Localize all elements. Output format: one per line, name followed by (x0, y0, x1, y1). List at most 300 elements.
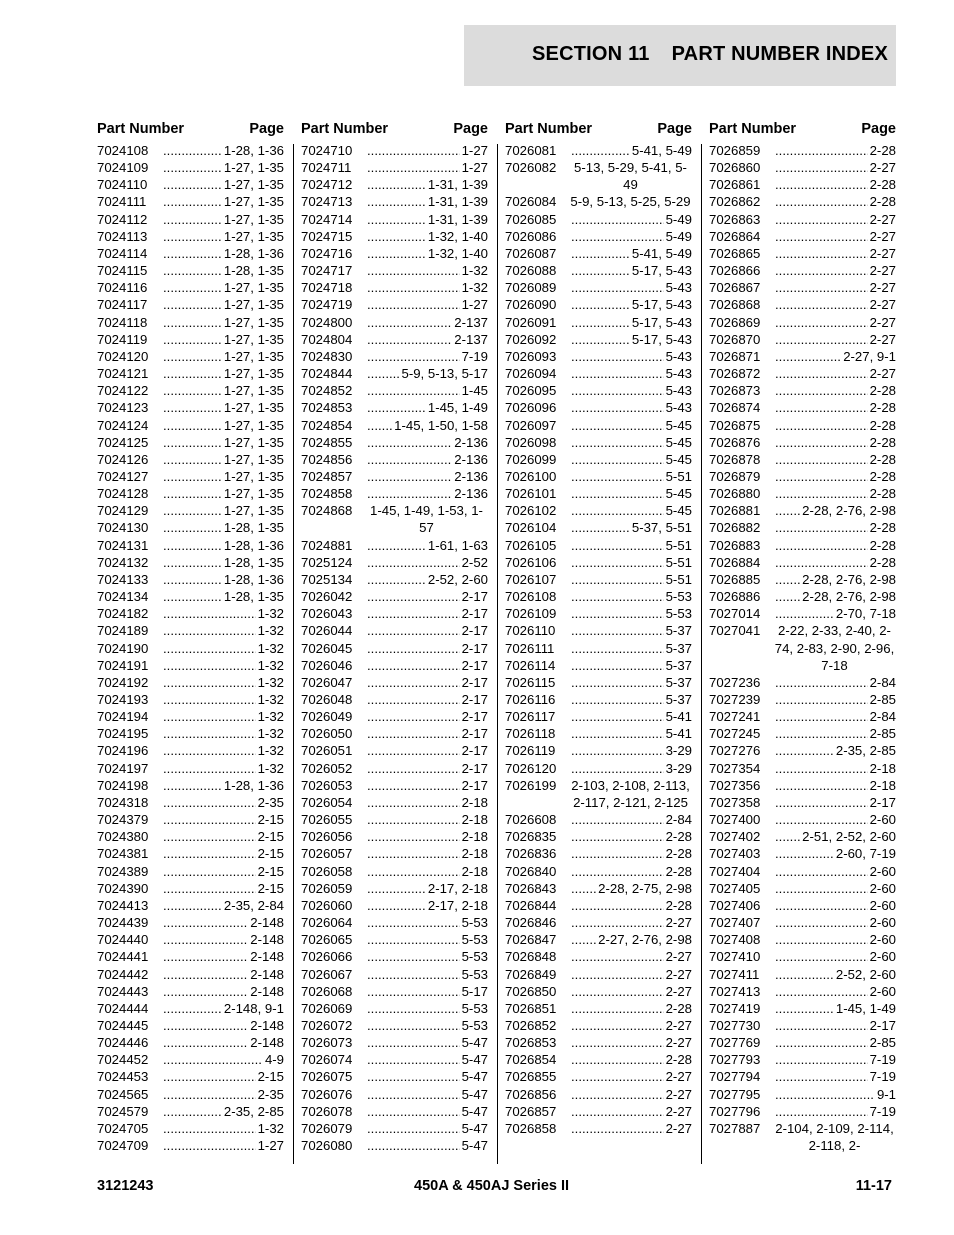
page-reference (161, 399, 284, 416)
page-reference (569, 382, 692, 399)
index-row (97, 245, 284, 262)
index-row (97, 742, 284, 759)
part-number: 7027796 (709, 1103, 761, 1119)
page-reference (569, 399, 692, 416)
index-row (301, 468, 488, 485)
index-row (505, 519, 692, 536)
page-reference (773, 296, 896, 313)
page-reference-text: 2-136 (454, 486, 488, 502)
page-reference (365, 417, 488, 434)
page-reference (161, 262, 284, 279)
part-number: 7026108 (505, 589, 557, 605)
index-row (505, 691, 692, 708)
index-row (97, 845, 284, 862)
page-reference (161, 931, 284, 948)
page-reference-text: 5-53 (461, 1000, 488, 1016)
index-row (709, 1034, 896, 1051)
page-reference-text: 1-32 (257, 743, 284, 759)
index-row (301, 382, 488, 399)
page-reference-text: 1-27, 1-35 (223, 314, 284, 330)
page-reference-text: 2-18 (461, 794, 488, 810)
index-row (97, 1120, 284, 1137)
page-reference-text: 5-17, 5-43 (631, 263, 692, 279)
part-number: 7026102 (505, 503, 557, 519)
index-row (301, 228, 488, 245)
page-reference (365, 605, 488, 622)
page-reference-text: 1-32 (257, 1120, 284, 1136)
page-reference-text: 1-32 (257, 674, 284, 690)
page-reference-text: 2-27 (869, 314, 896, 330)
page-reference-text: 1-31, 1-39 (427, 211, 488, 227)
part-number: 7024445 (97, 1017, 149, 1033)
page-reference (773, 519, 896, 536)
page-reference (773, 159, 896, 176)
part-number: 7024711 (301, 160, 352, 176)
page-reference (365, 588, 488, 605)
index-row (505, 468, 692, 485)
index-row (97, 468, 284, 485)
index-row (709, 948, 896, 965)
part-number: 7027356 (709, 777, 761, 793)
column-divider (497, 144, 498, 1164)
page-reference-text: 2-28 (869, 468, 896, 484)
page-reference-text: 2-28 (869, 537, 896, 553)
page-reference (569, 674, 692, 691)
page-reference (161, 674, 284, 691)
page-reference-text: 2-17 (461, 589, 488, 605)
page-reference (161, 811, 284, 828)
index-row (301, 983, 488, 1000)
index-row (709, 537, 896, 554)
part-number: 7026855 (505, 1069, 557, 1085)
page-reference-text: 2-84 (869, 674, 896, 690)
page-reference-text: 2-27 (869, 228, 896, 244)
page-reference-text: 2-15 (257, 1069, 284, 1085)
page-reference (365, 1000, 488, 1017)
index-row (301, 725, 488, 742)
page-reference (773, 434, 896, 451)
index-row (505, 417, 692, 434)
part-number: 7027239 (709, 692, 761, 707)
part-number: 7026853 (505, 1035, 557, 1051)
page-reference (773, 966, 896, 983)
part-number: 7026054 (301, 794, 353, 810)
part-number: 7026056 (301, 829, 353, 845)
page-reference-text: 2-60 (869, 915, 896, 931)
index-row (97, 519, 284, 536)
part-number: 7026199 (505, 777, 557, 793)
page-reference-text: 5-43 (665, 348, 692, 364)
part-number: 7026865 (709, 245, 761, 261)
part-number: 7026111 (505, 640, 555, 656)
part-number: 7026080 (301, 1138, 353, 1154)
part-number-heading: Part Number (301, 121, 389, 137)
part-number: 7024112 (97, 211, 148, 227)
page-reference (161, 159, 284, 176)
page-reference-text: 1-32 (461, 263, 488, 279)
part-number: 7024123 (97, 400, 149, 416)
part-number: 7026065 (301, 932, 353, 948)
part-number: 7026118 (505, 726, 556, 742)
page-reference (161, 588, 284, 605)
index-row (709, 811, 896, 828)
part-number: 7027411 (709, 966, 760, 982)
page-reference-text: 2-22, 2-33, 2-40, 2-74, 2-83, 2-90, 2-96, 7-18 (774, 623, 895, 673)
index-row (301, 142, 488, 159)
part-number: 7026078 (301, 1103, 353, 1119)
page-reference-text: 5-47 (461, 1138, 488, 1154)
page-reference (569, 966, 692, 983)
page-reference (569, 519, 692, 536)
part-number: 7026098 (505, 434, 557, 450)
page-reference-text: 2-28 (869, 486, 896, 502)
page-reference (569, 142, 692, 159)
index-row (97, 1137, 284, 1154)
index-row (505, 657, 692, 674)
part-number-heading: Part Number (97, 121, 185, 137)
part-number: 7027402 (709, 829, 761, 845)
index-row (301, 966, 488, 983)
part-number: 7024195 (97, 726, 149, 742)
page-reference (365, 159, 488, 176)
part-number: 7026872 (709, 366, 761, 382)
index-row (97, 262, 284, 279)
part-number: 7026094 (505, 366, 557, 382)
page-reference-text: 2-84 (665, 812, 692, 828)
page-reference-text: 2-35, 2-85 (835, 743, 896, 759)
page-reference-text: 2-17 (461, 760, 488, 776)
index-row (97, 502, 284, 519)
part-number: 7026052 (301, 760, 353, 776)
part-number-heading: Part Number (505, 121, 593, 137)
part-number: 7024129 (97, 503, 149, 519)
part-number: 7026076 (301, 1086, 353, 1102)
page-reference (161, 451, 284, 468)
part-number: 7026092 (505, 331, 557, 347)
page-reference (569, 880, 692, 897)
page-reference (161, 605, 284, 622)
index-row (301, 605, 488, 622)
page-reference (773, 828, 896, 845)
index-row (709, 1120, 896, 1154)
page-reference (569, 691, 692, 708)
page-reference-text: 2-60 (869, 880, 896, 896)
part-number: 7026066 (301, 949, 353, 965)
page-reference (773, 331, 896, 348)
page-reference-text: 2-27 (869, 245, 896, 261)
part-number: 7024117 (97, 297, 148, 313)
index-row (709, 588, 896, 605)
page-reference (569, 348, 692, 365)
part-number: 7024125 (97, 434, 149, 450)
index-row (709, 863, 896, 880)
index-row (709, 348, 896, 365)
part-number: 7026871 (709, 348, 761, 364)
page-reference (773, 725, 896, 742)
index-row (505, 193, 692, 210)
index-row (505, 348, 692, 365)
index-row (97, 1000, 284, 1017)
index-row (301, 1103, 488, 1120)
page-reference-text: 2-148 (250, 966, 284, 982)
page-reference (161, 914, 284, 931)
page-reference-text: 2-103, 2-108, 2-113, 2-117, 2-121, 2-125 (571, 777, 690, 810)
index-row (97, 279, 284, 296)
page-reference (161, 966, 284, 983)
index-row (301, 777, 488, 794)
part-number: 7024713 (301, 194, 353, 210)
page-reference-text: 1-27, 1-35 (223, 434, 284, 450)
index-row (709, 794, 896, 811)
page-reference (569, 571, 692, 588)
part-number: 7026851 (505, 1000, 557, 1016)
index-row (301, 1137, 488, 1154)
page-reference (365, 348, 488, 365)
page-reference-text: 2-28 (665, 1052, 692, 1068)
page-reference (773, 314, 896, 331)
section-title: SECTION 11 PART NUMBER INDEX (532, 43, 888, 65)
page-reference-text: 1-27, 1-35 (223, 348, 284, 364)
page-reference-text: 2-60 (869, 983, 896, 999)
part-number: 7026117 (505, 709, 556, 725)
page-number: 11-17 (855, 1178, 892, 1194)
page-reference-text: 2-27 (869, 263, 896, 279)
index-row (709, 279, 896, 296)
index-row (505, 1051, 692, 1068)
index-row (301, 948, 488, 965)
page-reference-text: 5-47 (461, 1103, 488, 1119)
part-number: 7027400 (709, 812, 761, 828)
part-number: 7026099 (505, 451, 557, 467)
index-row (97, 176, 284, 193)
page-reference-text: 2-28 (665, 846, 692, 862)
part-number: 7024193 (97, 692, 149, 707)
part-number: 7026115 (505, 674, 556, 690)
index-row (301, 554, 488, 571)
part-number: 7026079 (301, 1120, 353, 1136)
page-reference-text: 2-104, 2-109, 2-114, 2-118, 2- (775, 1120, 894, 1154)
part-number: 7025134 (301, 571, 353, 587)
part-number: 7024852 (301, 383, 353, 399)
index-row (301, 176, 488, 193)
index-row (97, 880, 284, 897)
index-row (301, 485, 488, 502)
part-number: 7026097 (505, 417, 557, 433)
index-row (301, 897, 488, 914)
part-number: 7024381 (97, 846, 149, 862)
page-reference-text: 1-27 (257, 1138, 284, 1154)
part-number: 7024710 (301, 143, 353, 158)
page-reference (161, 657, 284, 674)
index-row (301, 399, 488, 416)
page-reference-text: 5-37 (665, 674, 692, 690)
page-reference-text: 1-31, 1-39 (427, 194, 488, 210)
page-reference-text: 1-27, 1-35 (223, 503, 284, 519)
index-row (97, 691, 284, 708)
page-reference-text: 5-17 (461, 983, 488, 999)
page-reference-text: 2-17 (869, 794, 896, 810)
part-number: 7024804 (301, 331, 353, 347)
index-row (709, 296, 896, 313)
page-reference (569, 485, 692, 502)
index-row (97, 485, 284, 502)
part-number: 7026053 (301, 777, 353, 793)
page-heading: Page (249, 121, 284, 137)
page-reference-text: 1-27, 1-35 (223, 160, 284, 176)
part-number: 7026869 (709, 314, 761, 330)
part-number: 7024119 (97, 331, 148, 347)
part-number: 7026059 (301, 880, 353, 896)
page-reference (773, 142, 896, 159)
page-reference-text: 2-136 (454, 451, 488, 467)
part-number-heading: Part Number (709, 121, 797, 137)
index-row (97, 828, 284, 845)
part-number: 7026057 (301, 846, 353, 862)
index-row (301, 863, 488, 880)
page-reference (569, 296, 692, 313)
index-row (301, 588, 488, 605)
page-reference-text: 2-60 (869, 932, 896, 948)
page-reference-text: 5-17, 5-43 (631, 331, 692, 347)
page-reference (365, 828, 488, 845)
part-number: 7027276 (709, 743, 761, 759)
page-reference-text: 1-27, 1-35 (223, 297, 284, 313)
page-reference (773, 760, 896, 777)
page-reference (161, 1086, 284, 1103)
part-number: 7024441 (97, 949, 149, 965)
page-reference (365, 331, 488, 348)
page-reference (773, 605, 896, 622)
index-row (505, 279, 692, 296)
index-row (505, 674, 692, 691)
part-number: 7024379 (97, 812, 149, 828)
part-number: 7026886 (709, 589, 761, 605)
part-number: 7026064 (301, 915, 353, 931)
page-reference (161, 571, 284, 588)
page-reference (161, 365, 284, 382)
index-row (505, 588, 692, 605)
page-reference-text: 2-85 (869, 726, 896, 742)
part-number: 7026073 (301, 1035, 353, 1051)
page-reference (161, 554, 284, 571)
part-number: 7024116 (97, 280, 148, 296)
part-number: 7024830 (301, 348, 353, 364)
index-row (709, 605, 896, 622)
page-reference-text: 7-19 (461, 348, 488, 364)
index-row (301, 640, 488, 657)
index-column-1 (97, 120, 284, 1154)
index-row (97, 331, 284, 348)
page-reference-text: 2-27, 9-1 (843, 348, 896, 364)
part-number: 7024196 (97, 743, 149, 759)
page-reference (773, 674, 896, 691)
part-number: 7026881 (709, 503, 761, 519)
part-number: 7027406 (709, 897, 761, 913)
page-reference-text: 2-137 (454, 314, 488, 330)
page-reference (773, 1086, 896, 1103)
page-reference (569, 331, 692, 348)
index-row (97, 588, 284, 605)
page-reference-text: 1-32 (257, 709, 284, 725)
part-number: 7026082 (505, 160, 557, 176)
part-number: 7024709 (97, 1138, 149, 1154)
part-number: 7026106 (505, 554, 557, 570)
page-reference (773, 777, 896, 794)
part-number: 7026884 (709, 554, 761, 570)
page-reference (161, 296, 284, 313)
part-number: 7024127 (97, 468, 149, 484)
index-row (301, 571, 488, 588)
part-number: 7027794 (709, 1069, 761, 1085)
page-reference-text: 1-45 (461, 383, 488, 399)
index-row (709, 176, 896, 193)
part-number: 7026116 (505, 692, 556, 707)
page-reference-text: 2-28 (869, 520, 896, 536)
index-row (301, 502, 488, 536)
index-row (97, 1103, 284, 1120)
index-row (505, 1000, 692, 1017)
document-number: 3121243 (97, 1178, 154, 1194)
index-row (505, 331, 692, 348)
page-reference-text: 2-18 (461, 812, 488, 828)
index-row (709, 725, 896, 742)
page-reference (365, 966, 488, 983)
index-row (709, 674, 896, 691)
page-reference (773, 880, 896, 897)
page-reference (161, 1034, 284, 1051)
index-row (301, 348, 488, 365)
index-row (505, 897, 692, 914)
index-row (301, 811, 488, 828)
part-number: 7026050 (301, 726, 353, 742)
part-number: 7026089 (505, 280, 557, 296)
index-row (97, 451, 284, 468)
page-reference (773, 211, 896, 228)
page-reference-text: 1-32 (257, 657, 284, 673)
page-reference-text: 2-17 (461, 640, 488, 656)
part-number: 7027795 (709, 1086, 761, 1102)
page-reference-text: 1-32 (257, 726, 284, 742)
page-reference-text: 2-28 (665, 897, 692, 913)
page-reference (365, 537, 488, 554)
page-reference (773, 399, 896, 416)
page-reference-text: 2-52, 2-60 (835, 966, 896, 982)
part-number: 7026859 (709, 143, 761, 158)
index-row (97, 794, 284, 811)
page-reference (161, 897, 284, 914)
part-number: 7026876 (709, 434, 761, 450)
page-reference-text: 5-43 (665, 400, 692, 416)
page-reference-text: 1-61, 1-63 (427, 537, 488, 553)
part-number: 7024380 (97, 829, 149, 845)
page-reference-text: 7-19 (869, 1069, 896, 1085)
part-number: 7024118 (97, 314, 148, 330)
page-reference-text: 2-148 (250, 1017, 284, 1033)
page-reference (365, 468, 488, 485)
page-reference (365, 245, 488, 262)
part-number: 7026043 (301, 606, 353, 622)
index-row (505, 211, 692, 228)
part-number: 7024717 (301, 263, 353, 279)
page-reference (365, 211, 488, 228)
index-row (505, 845, 692, 862)
part-number: 7026860 (709, 160, 761, 176)
index-row (301, 1120, 488, 1137)
page-reference (365, 1120, 488, 1137)
index-row (505, 640, 692, 657)
page-reference-text: 5-37 (665, 692, 692, 707)
page-reference-text: 1-27, 1-35 (223, 451, 284, 467)
